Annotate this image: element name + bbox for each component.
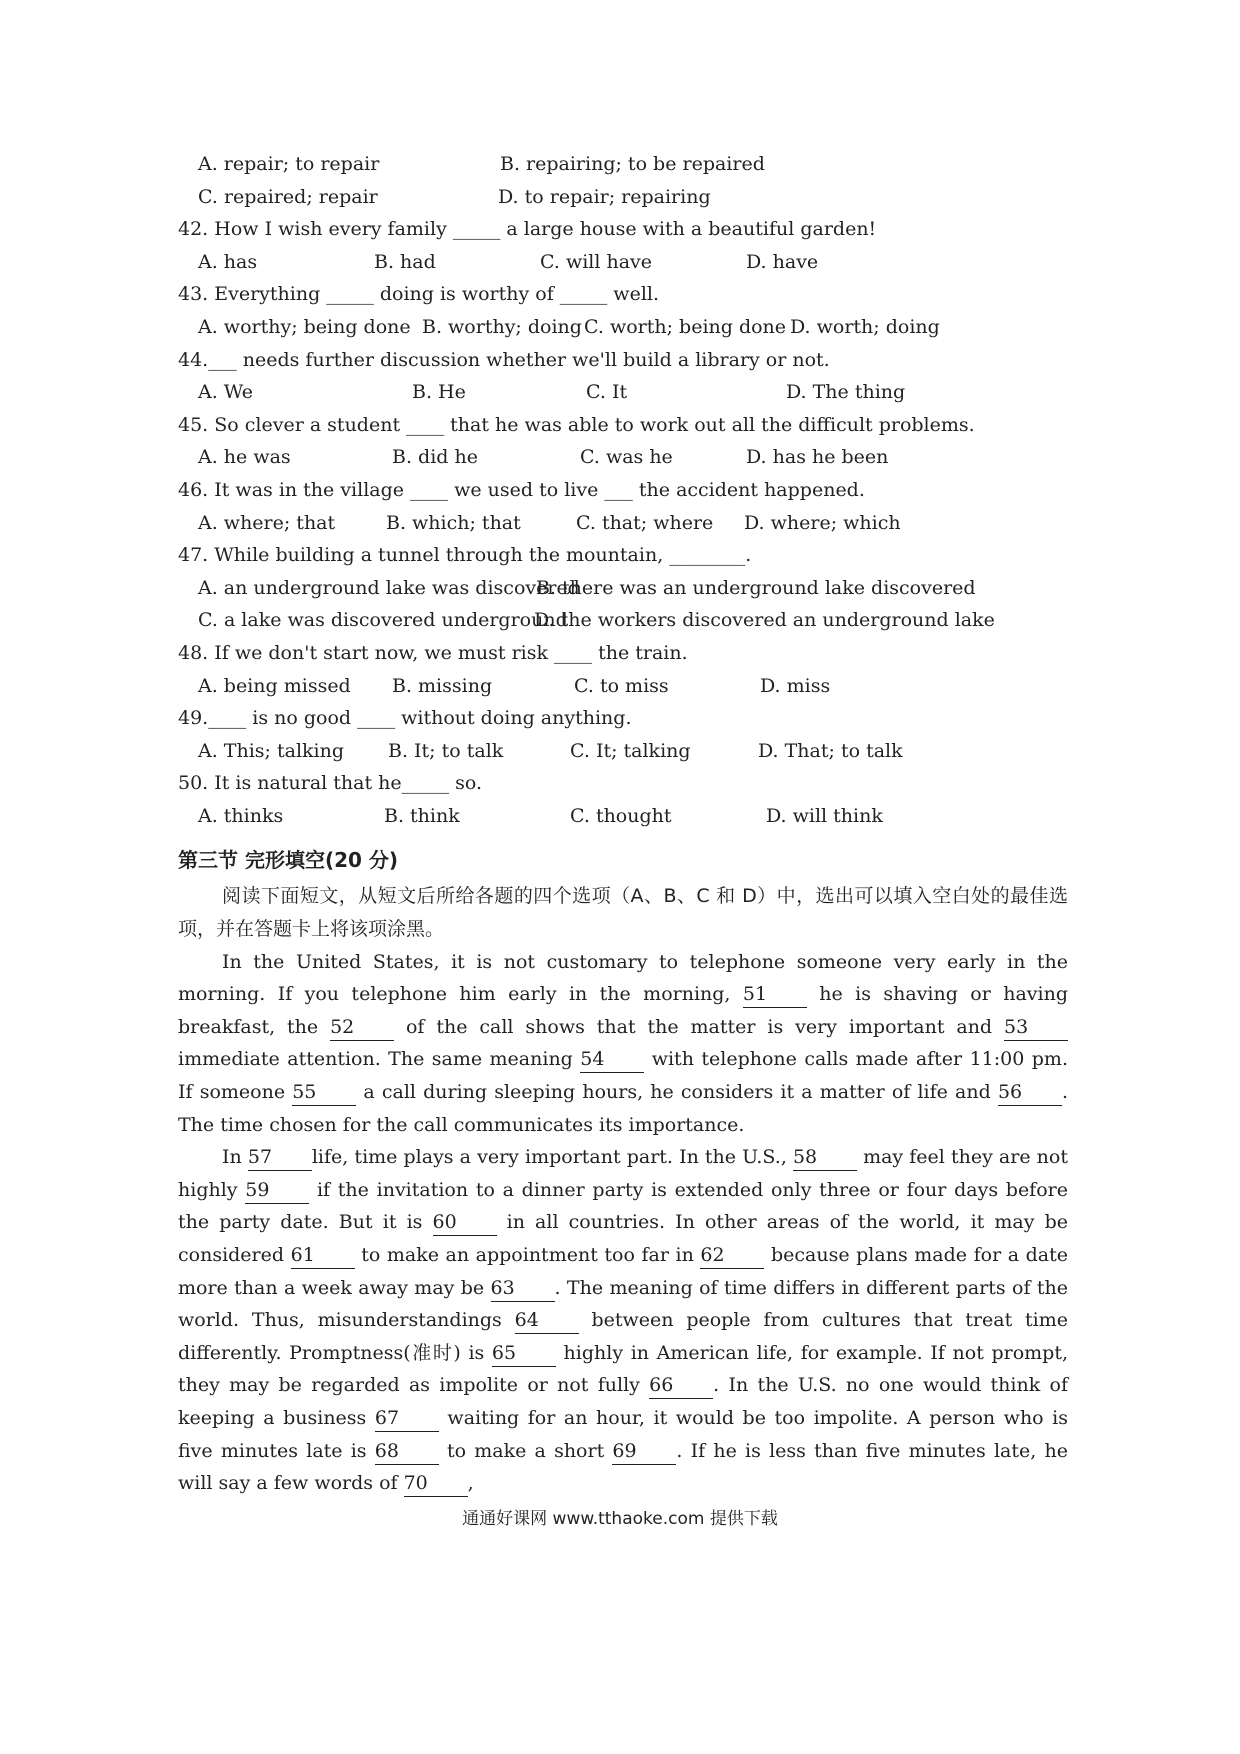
option: B. repairing; to be repaired [500,153,765,175]
option: C. It; talking [570,739,691,762]
passage-text: . The meaning of time differs in different parts of the world. Thus, misunderstandings [178,1276,1068,1332]
option: B. which; that [386,511,521,534]
blank-51: 51 [743,981,807,1008]
blank-67: 67 [375,1405,439,1432]
blank-57: 57 [248,1144,312,1171]
blank-55: 55 [292,1079,356,1106]
option: C. It [586,381,628,404]
blank-70: 70 [404,1470,468,1497]
option: C. a lake was discovered underground [198,609,568,632]
option: B. think [384,804,460,827]
option: D. the workers discovered an underground lake [534,609,995,632]
option: D. to repair; repairing [498,185,711,208]
passage-text: with telephone calls made after 11:00 pm. If someone [178,1048,1068,1104]
passage-text: a call during sleeping hours, he considers it a matter of life and [356,1081,998,1104]
options-row [178,311,1068,344]
option: B. there was an underground lake discovered [536,576,976,599]
question-stem: 46. It was in the village ____ we used to live ___ the accident happened. [178,478,865,501]
options-row [178,670,1068,703]
blank-59: 59 [245,1177,309,1204]
option: D. have [746,250,819,273]
question-stem: 48. If we don't start now, we must risk ____ the train. [178,641,688,664]
passage-text: to make a short [438,1439,613,1462]
option: A. repair; to repair [198,153,380,175]
passage-text: , [467,1472,474,1495]
blank-62: 62 [700,1242,764,1269]
blank-64: 64 [515,1307,579,1334]
options-row [178,572,1068,605]
option: C. was he [580,446,673,469]
options-row [178,181,1068,214]
option: C. worth; being done [584,315,787,338]
passage-text: he is shaving or having breakfast, the [178,983,1068,1038]
options-row [178,800,1068,833]
blank-56: 56 [998,1079,1062,1106]
blank-69: 69 [612,1438,676,1465]
passage-text: waiting for an hour, it would be too impolite. A person who is five minutes late is [178,1406,1069,1462]
options-row [178,507,1068,540]
option: D. The thing [786,381,906,404]
question-stem: 47. While building a tunnel through the mountain, ________. [178,544,752,567]
option: A. thinks [198,804,284,827]
blank-60: 60 [433,1209,497,1236]
option: A. has [198,250,258,273]
blank-61: 61 [291,1242,355,1269]
exam-page [178,148,1068,1500]
option: B. had [374,250,436,273]
passage-text: to make an appointment too far in [354,1244,701,1266]
blank-58: 58 [793,1144,857,1171]
passage-text: . The time chosen for the call communicates its importance. [178,1081,1068,1136]
options-row [178,604,1068,637]
passage-text: highly in American life, for example. If not prompt, they may be regarded as impolite or not fully [178,1341,1068,1397]
passage-paragraph-2 [178,1141,1068,1500]
option: A. being missed [198,674,351,697]
passage-text: between people from cultures that treat time differently. Promptness(准时) is [178,1309,1069,1364]
options-row [178,376,1068,409]
passage-text: In the United States, it is not customary to telephone someone very early in the morning. If you telephone him early in the morning, [178,950,1068,1006]
option: C. to miss [574,674,669,697]
question-stem: 42. How I wish every family _____ a large house with a beautiful garden! [178,218,877,241]
blank-54: 54 [580,1046,644,1073]
option: A. We [198,381,254,404]
options-row [178,246,1068,279]
question-stem: 50. It is natural that he_____ so. [178,772,483,795]
option: C. that; where [576,511,714,534]
option: C. thought [570,804,672,827]
option: D. has he been [746,446,889,469]
blank-52: 52 [330,1014,394,1041]
option: A. where; that [198,511,336,534]
passage-text: in all countries. In other areas of the world, it may be considered [178,1211,1068,1266]
passage-text: if the invitation to a dinner party is extended only three or four days before the party date. But it is [178,1178,1068,1234]
options-row [178,441,1068,474]
options-row [178,735,1068,768]
option: B. It; to talk [388,739,504,762]
question-stem: 49.____ is no good ____ without doing anything. [178,707,632,730]
blank-68: 68 [375,1438,439,1465]
option: B. did he [392,446,478,469]
passage-text: may feel they are not highly [178,1146,1068,1201]
passage-text: of the call shows that the matter is very important and [394,1015,1004,1038]
passage-text: life, time plays a very important part. In the U.S., [311,1146,793,1169]
question-stem: 45. So clever a student ____ that he was able to work out all the difficult problems. [178,413,975,436]
option: D. miss [760,674,831,697]
option: A. worthy; being done [198,315,411,338]
option: C. will have [540,250,653,273]
passage-text: . In the U.S. no one would think of keeping a business [178,1374,1068,1429]
options-row [178,148,1068,181]
option: D. where; which [744,511,901,534]
footer: 通通好课网 www.tthaoke.com 提供下载 [462,1509,778,1529]
blank-66: 66 [649,1372,713,1399]
passage-paragraph-1 [178,946,1068,1142]
option: A. he was [198,446,291,469]
passage-text: . If he is less than five minutes late, he will say a few words of [178,1439,1068,1495]
question-stem: 44.___ needs further discussion whether we'll build a library or not. [178,348,830,371]
option: C. repaired; repair [198,185,378,208]
option: A. This; talking [198,739,345,762]
question-stem: 43. Everything _____ doing is worthy of _____ well. [178,283,660,306]
passage-text: because plans made for a date more than a week away may be [178,1244,1068,1299]
section-instructions: 阅读下面短文，从短文后所给各题的四个选项（A、B、C 和 D）中，选出可以填入空白处的最佳选项，并在答题卡上将该项涂黑。 [178,885,1068,941]
option: B. worthy; doing [422,315,582,338]
blank-63: 63 [491,1275,555,1302]
section-title: 第三节 完形填空(20 分) [178,848,399,873]
option: D. That; to talk [758,739,903,762]
option: D. will think [766,804,883,827]
option: B. He [412,381,466,404]
option: D. worth; doing [790,315,940,338]
passage-text: In [222,1146,248,1169]
passage-text: immediate attention. The same meaning [178,1048,581,1071]
blank-65: 65 [492,1340,556,1367]
option: B. missing [392,674,493,697]
option: A. an underground lake was discovered [198,576,580,599]
blank-53: 53 [1004,1014,1068,1041]
